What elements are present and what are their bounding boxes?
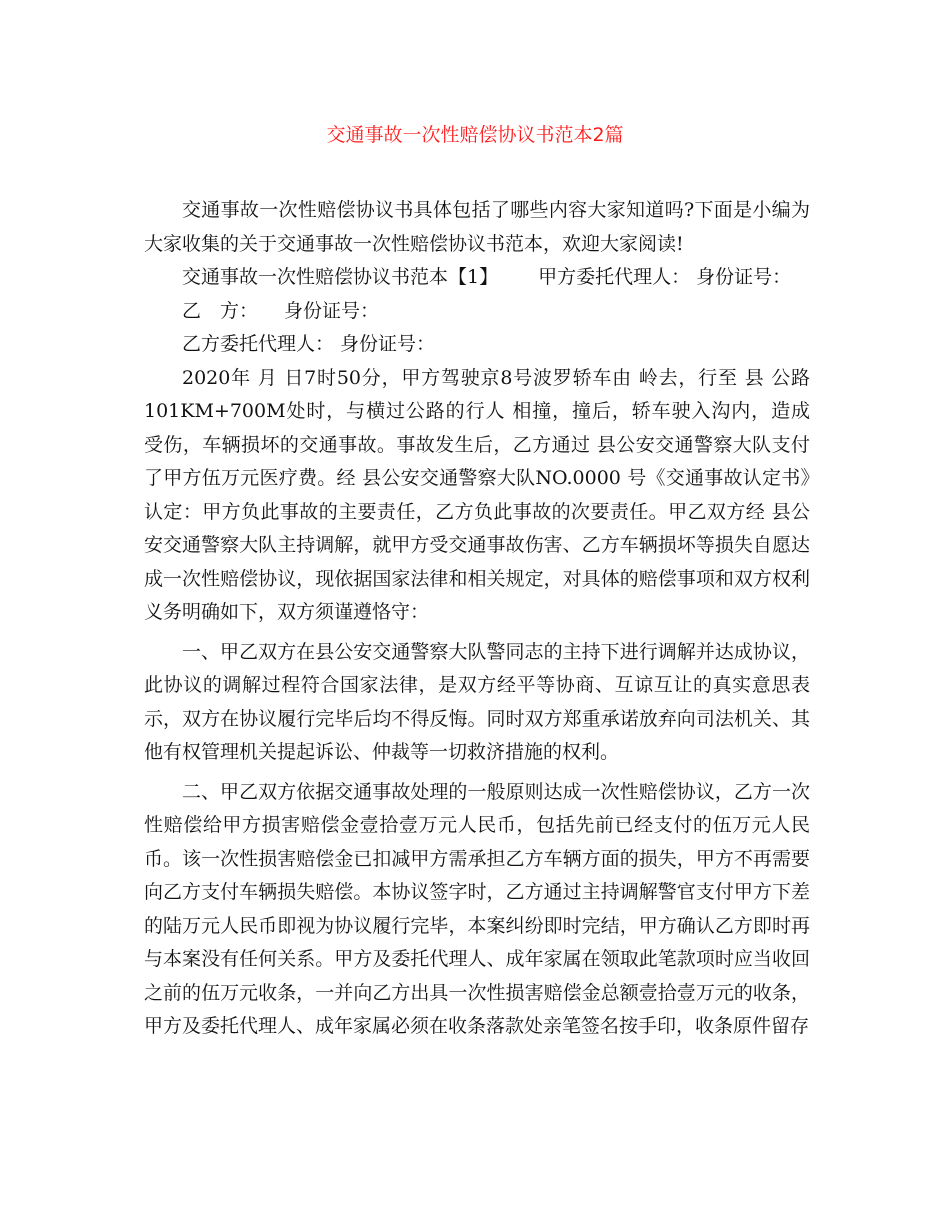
party-b-line — [144, 295, 810, 329]
facts-paragraph: 2020年 月 日7时50分，甲方驾驶京8号波罗轿车由 岭去，行至 县 公路101KM+700M处时，与横过公路的行人 相撞，撞后，轿车驶入沟内，造成 受伤，车辆损坏的交通事故。事故发生后，乙方通过 县公安交通警察大队支付了甲方伍万元医疗费。经 县公安交通警察大队NO.0000 号《交通事故认定书》认定：甲方负此事故的主要责任，乙方负此事故的次要责任。甲乙双方经 县公安交通警察大队主持调解，就甲方受交通事故伤害、乙方车辆损坏等损失自愿达成一次性赔偿协议，现依据国家法律和相关规定，对具体的赔偿事项和双方权利义务明确如下，双方须谨遵恪守： — [144, 366, 810, 623]
clause-2: 二、甲乙双方依据交通事故处理的一般原则达成一次性赔偿协议，乙方一次性赔偿给甲方损害赔偿金壹拾壹万元人民币，包括先前已经支付的伍万元人民币。该一次性损害赔偿金已扣减甲方需承担乙方车辆方面的损失，甲方不再需要向乙方支付车辆损失赔偿。本协议签字时，乙方通过主持调解警官支付甲方下差的陆万元人民币即视为协议履行完毕，本案纠纷即时完结，甲方确认乙方即时再与本案没有任何关系。甲方及委托代理人、成年家属在领取此笔款项时应当收回之前的伍万元收条，一并向乙方出具一次性损害赔偿金总额壹拾壹万元的收条，甲方及委托代理人、成年家属必须在收条落款处亲笔签名按手印，收条原件留存 — [144, 780, 810, 1037]
party-b-id-field: 身份证号： — [284, 299, 380, 322]
party-b-agent-line: 乙方委托代理人： 身份证号： — [182, 333, 436, 355]
document-title: 交通事故一次性赔偿协议书范本2篇 — [326, 124, 624, 146]
party-a-agent-field: 甲方委托代理人： 身份证号： — [538, 266, 792, 288]
section-heading-line — [144, 261, 810, 295]
section-heading: 交通事故一次性赔偿协议书范本【1】 — [182, 266, 499, 288]
party-b-label: 乙 方： — [182, 299, 259, 322]
document-body — [144, 194, 810, 1044]
clause-1: 一、甲乙双方在县公安交通警察大队警同志的主持下进行调解并达成协议，此协议的调解过程符合国家法律，是双方经平等协商、互谅互让的真实意思表示，双方在协议履行完毕后均不得反悔。同时双方郑重承诺放弃向司法机关、其他有权管理机关提起诉讼、仲裁等一切救济措施的权利。 — [144, 640, 810, 763]
intro-paragraph: 交通事故一次性赔偿协议书具体包括了哪些内容大家知道吗?下面是小编为大家收集的关于交通事故一次性赔偿协议书范本，欢迎大家阅读! — [144, 199, 810, 255]
